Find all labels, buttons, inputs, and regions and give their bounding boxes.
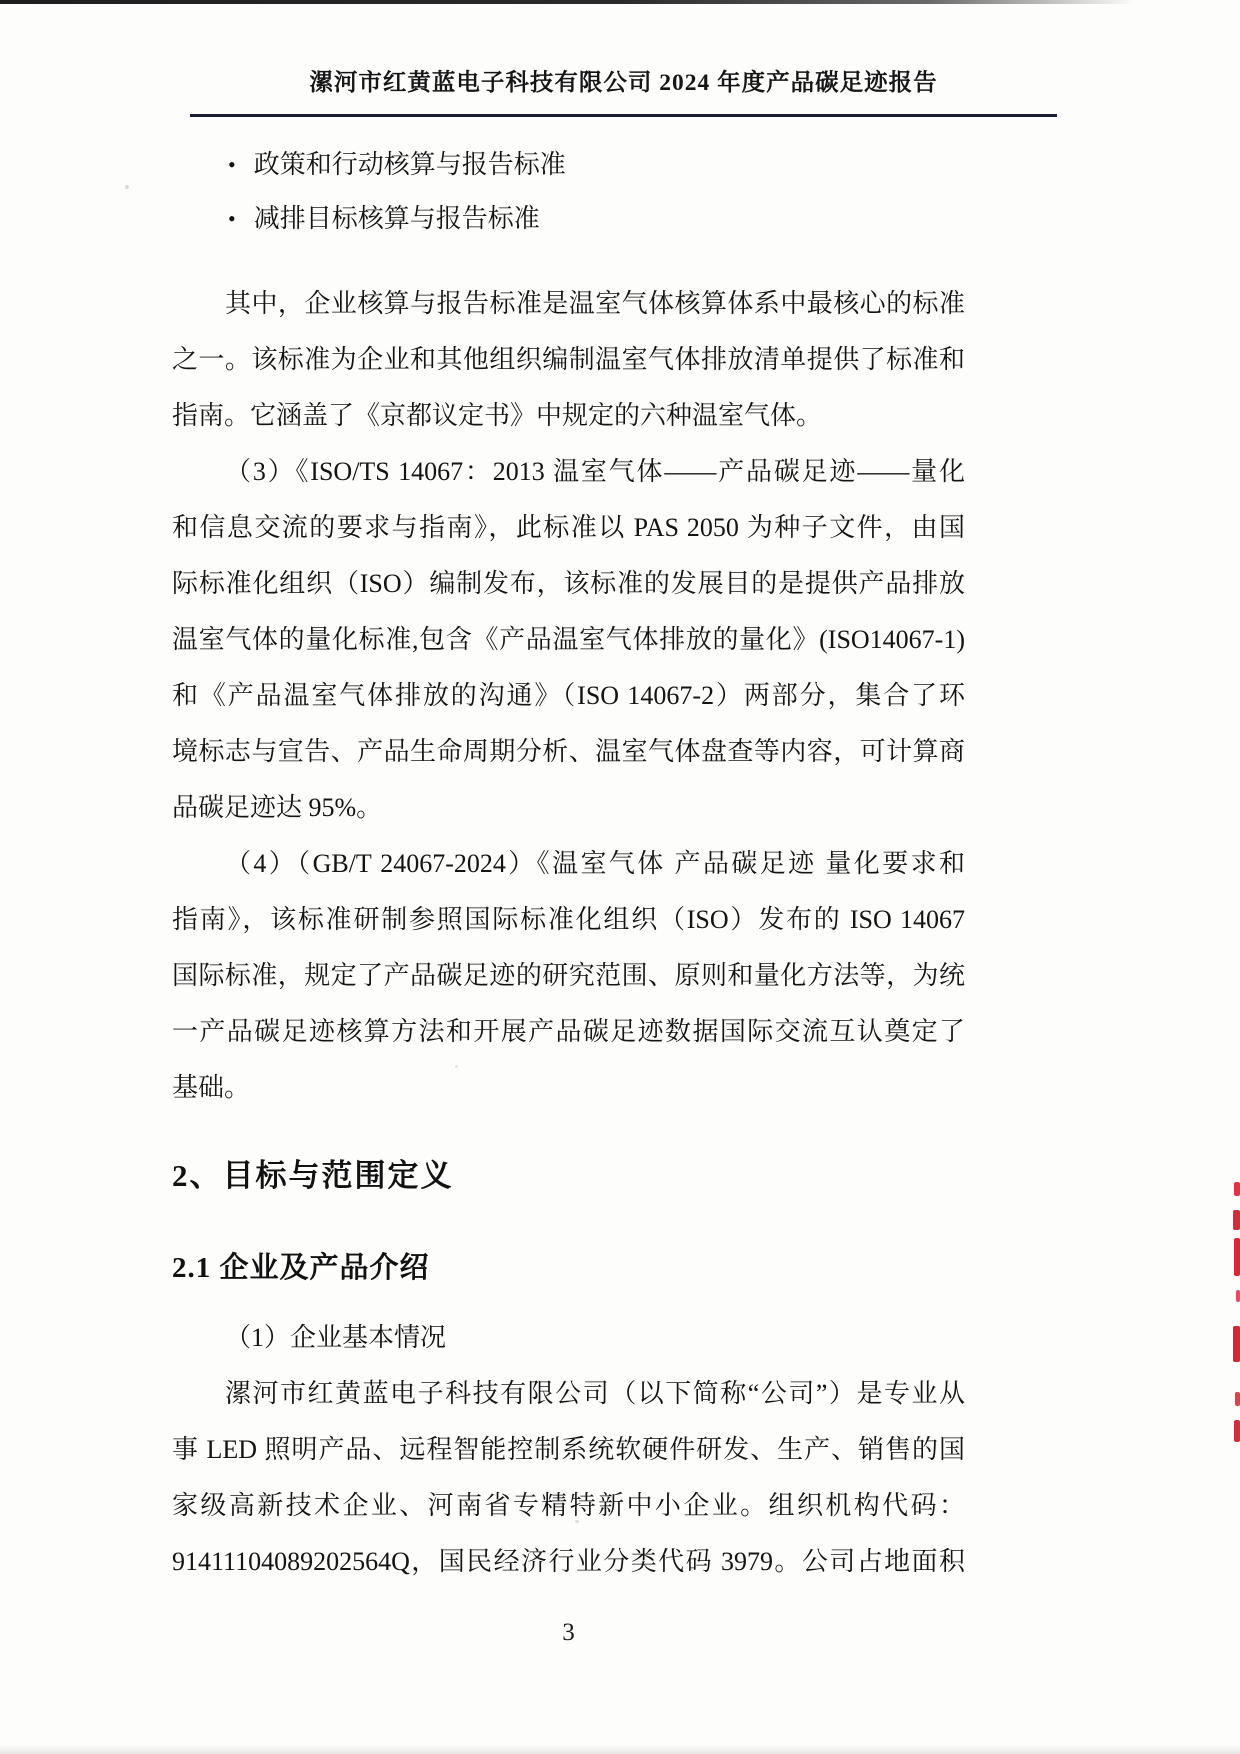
paragraph-line: 漯河市红黄蓝电子科技有限公司（以下简称“公司”）是专业从	[225, 1379, 965, 1408]
paragraph-line: 家级高新技术企业、河南省专精特新中小企业。组织机构代码：	[172, 1491, 965, 1520]
section-heading: 2、目标与范围定义	[172, 1158, 454, 1193]
paper-speck	[125, 185, 129, 189]
paragraph	[172, 276, 965, 444]
paragraph-line: 品碳足迹达 95%。	[172, 793, 383, 822]
page-number: 3	[562, 1619, 575, 1646]
paragraph-line: 际标准化组织（ISO）编制发布，该标准的发展目的是提供产品排放	[172, 569, 965, 598]
scan-bottom-edge-artifact	[0, 1744, 1240, 1754]
red-seal-edge-mark	[1234, 1182, 1240, 1196]
paragraph-line: （3）《ISO/TS 14067：2013 温室气体——产品碳足迹——量化	[225, 457, 965, 486]
bullet-icon: •	[228, 152, 236, 177]
paragraph-line: 境标志与宣告、产品生命周期分析、温室气体盘查等内容，可计算商	[172, 737, 965, 766]
bullet-item	[172, 138, 965, 192]
subsection-heading: 2.1 企业及产品介绍	[172, 1252, 430, 1284]
paragraph-line: 事 LED 照明产品、远程智能控制系统软硬件研发、生产、销售的国	[172, 1435, 965, 1464]
numbered-item: （1）企业基本情况	[225, 1323, 447, 1352]
paragraph	[172, 836, 965, 1116]
red-seal-edge-mark	[1236, 1290, 1240, 1302]
bullet-item	[172, 192, 965, 246]
paragraph-line: 基础。	[172, 1073, 251, 1102]
red-seal-edge-mark	[1233, 1210, 1240, 1230]
bullet-text: 政策和行动核算与报告标准	[253, 150, 566, 179]
red-seal-edge-mark	[1234, 1238, 1240, 1276]
red-seal-edge-mark	[1233, 1326, 1240, 1362]
red-seal-edge-mark	[1234, 1420, 1240, 1442]
red-seal-edge-mark	[1235, 1392, 1240, 1406]
paragraph-line: 其中，企业核算与报告标准是温室气体核算体系中最核心的标准	[225, 289, 965, 318]
paragraph-line: 温室气体的量化标准,包含《产品温室气体排放的量化》(ISO14067-1)	[172, 625, 965, 654]
paragraph-line: 91411104089202564Q，国民经济行业分类代码 3979。公司占地面积	[172, 1547, 965, 1576]
paragraph-line: 和《产品温室气体排放的沟通》（ISO 14067-2）两部分，集合了环	[172, 681, 965, 710]
paragraph-line: 一产品碳足迹核算方法和开展产品碳足迹数据国际交流互认奠定了	[172, 1017, 965, 1046]
document-body	[172, 0, 965, 1590]
bullet-text: 减排目标核算与报告标准	[253, 204, 540, 233]
bullet-icon: •	[228, 206, 236, 231]
paragraph	[172, 444, 965, 836]
paragraph-line: 之一。该标准为企业和其他组织编制温室气体排放清单提供了标准和	[172, 345, 965, 374]
paragraph-line: 指南》，该标准研制参照国际标准化组织（ISO）发布的 ISO 14067	[172, 905, 965, 934]
page-header-title: 漯河市红黄蓝电子科技有限公司 2024 年度产品碳足迹报告	[309, 70, 938, 96]
paragraph	[172, 1366, 965, 1590]
paragraph-line: （4）（GB/T 24067-2024）《温室气体 产品碳足迹 量化要求和	[225, 849, 965, 878]
paragraph-line: 和信息交流的要求与指南》，此标准以 PAS 2050 为种子文件，由国	[172, 513, 965, 542]
paragraph-line: 指南。它涵盖了《京都议定书》中规定的六种温室气体。	[172, 401, 823, 430]
paragraph-line: 国际标准，规定了产品碳足迹的研究范围、原则和量化方法等，为统	[172, 961, 965, 990]
